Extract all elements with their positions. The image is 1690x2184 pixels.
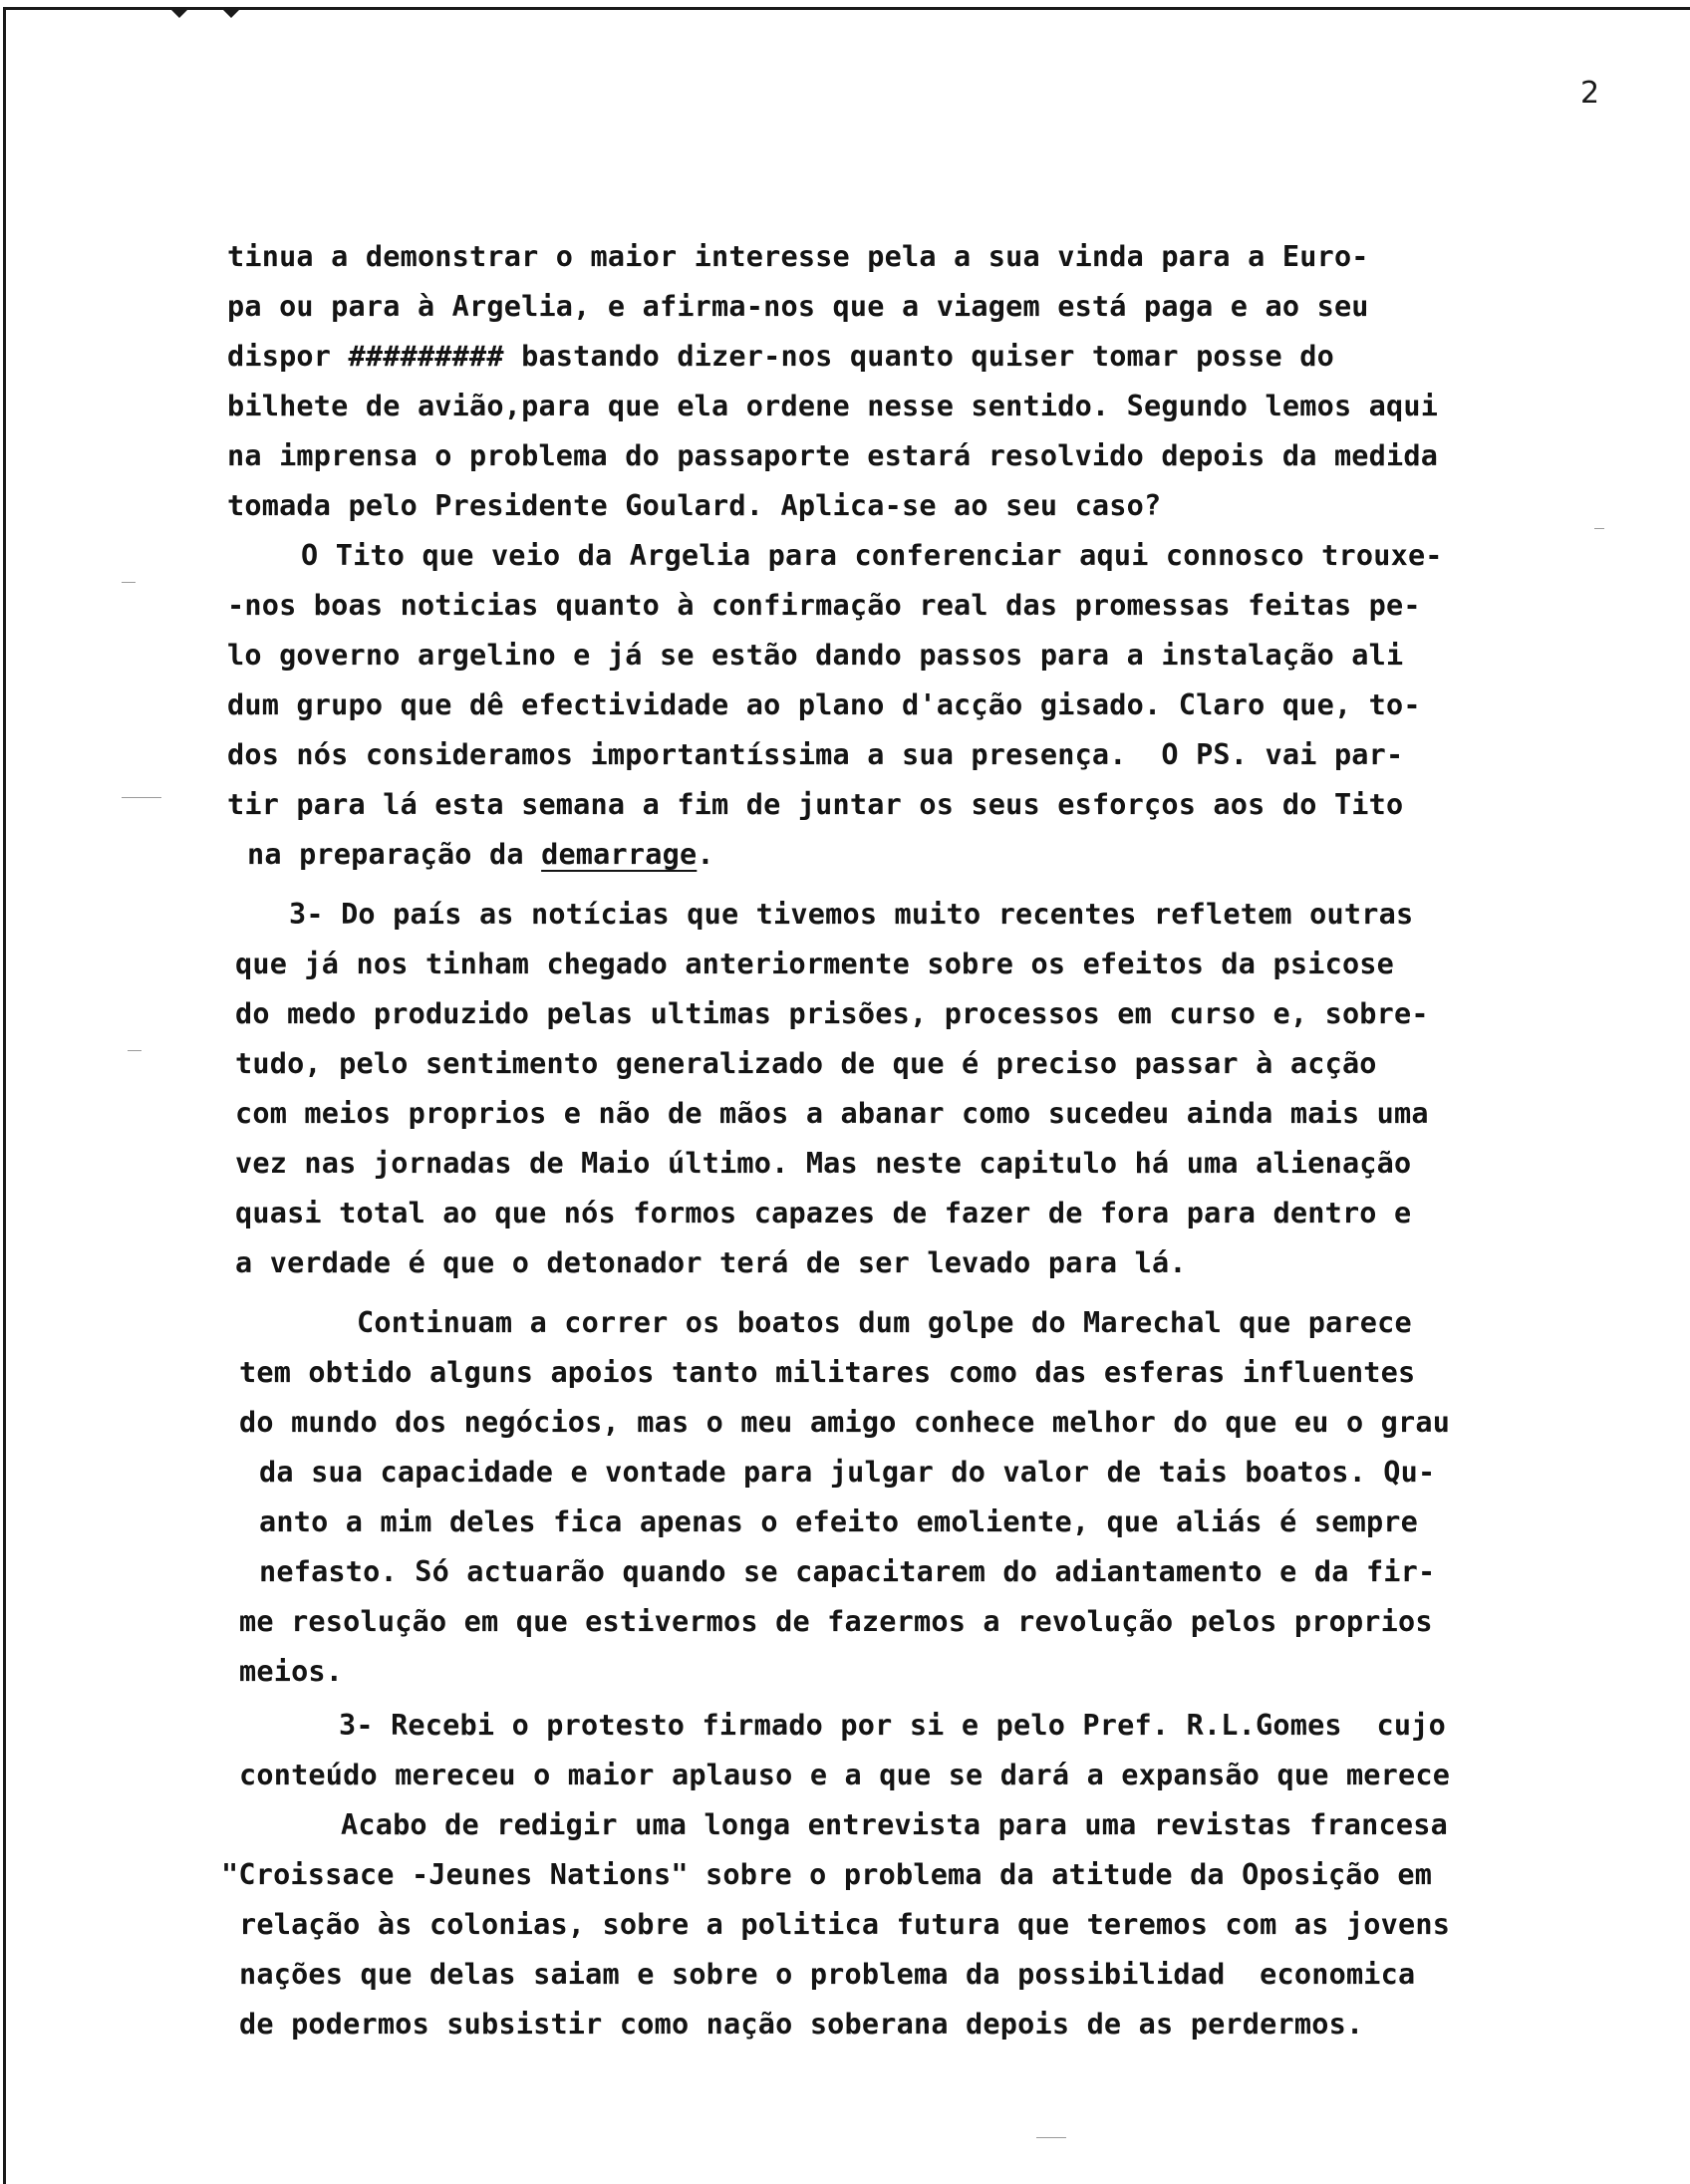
text-line: 3- Do país as notícias que tivemos muito recentes refletem outras (289, 898, 1414, 931)
text-line: a verdade é que o detonador terá de ser levado para lá. (235, 1246, 1187, 1279)
text-line: do mundo dos negócios, mas o meu amigo conhece melhor do que eu o grau (239, 1406, 1451, 1439)
scan-speck (1594, 528, 1604, 529)
text-line: vez nas jornadas de Maio último. Mas neste capitulo há uma alienação (235, 1147, 1412, 1180)
text-line: "Croissace -Jeunes Nations" sobre o problema da atitude da Oposição em (221, 1858, 1433, 1891)
text-line: tir para lá esta semana a fim de juntar os seus esforços aos do Tito (227, 788, 1404, 821)
text-line: anto a mim deles fica apenas o efeito emoliente, que aliás é sempre (259, 1505, 1419, 1538)
text-line: tem obtido alguns apoios tanto militares como das esferas influentes (239, 1356, 1416, 1389)
corner-mark (221, 8, 241, 18)
text-line: da sua capacidade e vontade para julgar do valor de tais boatos. Qu- (259, 1456, 1436, 1489)
text-line: tinua a demonstrar o maior interesse pela a sua vinda para a Euro- (227, 240, 1369, 273)
text-line: dos nós consideramos importantíssima a sua presença. O PS. vai par- (227, 738, 1404, 771)
text-line: do medo produzido pelas ultimas prisões, processos em curso e, sobre- (235, 997, 1429, 1030)
text-line: tudo, pelo sentimento generalizado de que é preciso passar à acção (235, 1047, 1377, 1080)
page-border-left (3, 8, 6, 2184)
text-line: com meios proprios e não de mãos a abanar como sucedeu ainda mais uma (235, 1097, 1429, 1130)
text-line: meios. (239, 1655, 344, 1688)
text-line: lo governo argelino e já se estão dando passos para a instalação ali (227, 639, 1404, 672)
text-line: que já nos tinham chegado anteriormente sobre os efeitos da psicose (235, 948, 1395, 980)
text-line: nefasto. Só actuarão quando se capacitarem do adiantamento e da fir- (259, 1555, 1436, 1588)
text-span: na preparação da (247, 838, 542, 871)
text-line: relação às colonias, sobre a politica futura que teremos com as jovens (239, 1908, 1451, 1941)
text-line: me resolução em que estivermos de fazermos a revolução pelos proprios (239, 1605, 1433, 1638)
scan-speck (1036, 2137, 1066, 2138)
text-line: O Tito que veio da Argelia para conferenciar aqui connosco trouxe- (301, 539, 1443, 572)
scan-speck (128, 1050, 141, 1051)
page-number: 2 (1580, 76, 1600, 111)
corner-mark (169, 8, 189, 18)
text-line: conteúdo mereceu o maior aplauso e a que se dará a expansão que merece (239, 1759, 1451, 1791)
text-line: na imprensa o problema do passaporte estará resolvido depois da medida (227, 439, 1439, 472)
text-line (247, 837, 714, 873)
text-line: 3- Recebi o protesto firmado por si e pelo Pref. R.L.Gomes cujo (339, 1709, 1446, 1742)
text-line: Acabo de redigir uma longa entrevista para uma revistas francesa (341, 1808, 1448, 1841)
text-line: quasi total ao que nós formos capazes de fazer de fora para dentro e (235, 1197, 1412, 1229)
text-line: pa ou para à Argelia, e afirma-nos que a viagem está paga e ao seu (227, 290, 1369, 323)
text-line: -nos boas noticias quanto à confirmação real das promessas feitas pe- (227, 589, 1421, 622)
text-span: . (697, 838, 714, 871)
scan-speck (122, 797, 161, 798)
text-line: bilhete de avião,para que ela ordene nesse sentido. Segundo lemos aqui (227, 390, 1439, 422)
text-line: de podermos subsistir como nação soberana depois de as perdermos. (239, 2008, 1364, 2041)
page-border-top (3, 7, 1690, 10)
text-line: dum grupo que dê efectividade ao plano d'acção gisado. Claro que, to- (227, 688, 1421, 721)
underlined-word: demarrage (541, 838, 698, 871)
text-line: Continuam a correr os boatos dum golpe do Marechal que parece (357, 1306, 1412, 1339)
text-line: tomada pelo Presidente Goulard. Aplica-se ao seu caso? (227, 489, 1162, 522)
text-line: dispor ######### bastando dizer-nos quanto quiser tomar posse do (227, 340, 1334, 373)
scan-speck (122, 582, 136, 583)
text-line: nações que delas saiam e sobre o problema da possibilidad economica (239, 1958, 1416, 1991)
